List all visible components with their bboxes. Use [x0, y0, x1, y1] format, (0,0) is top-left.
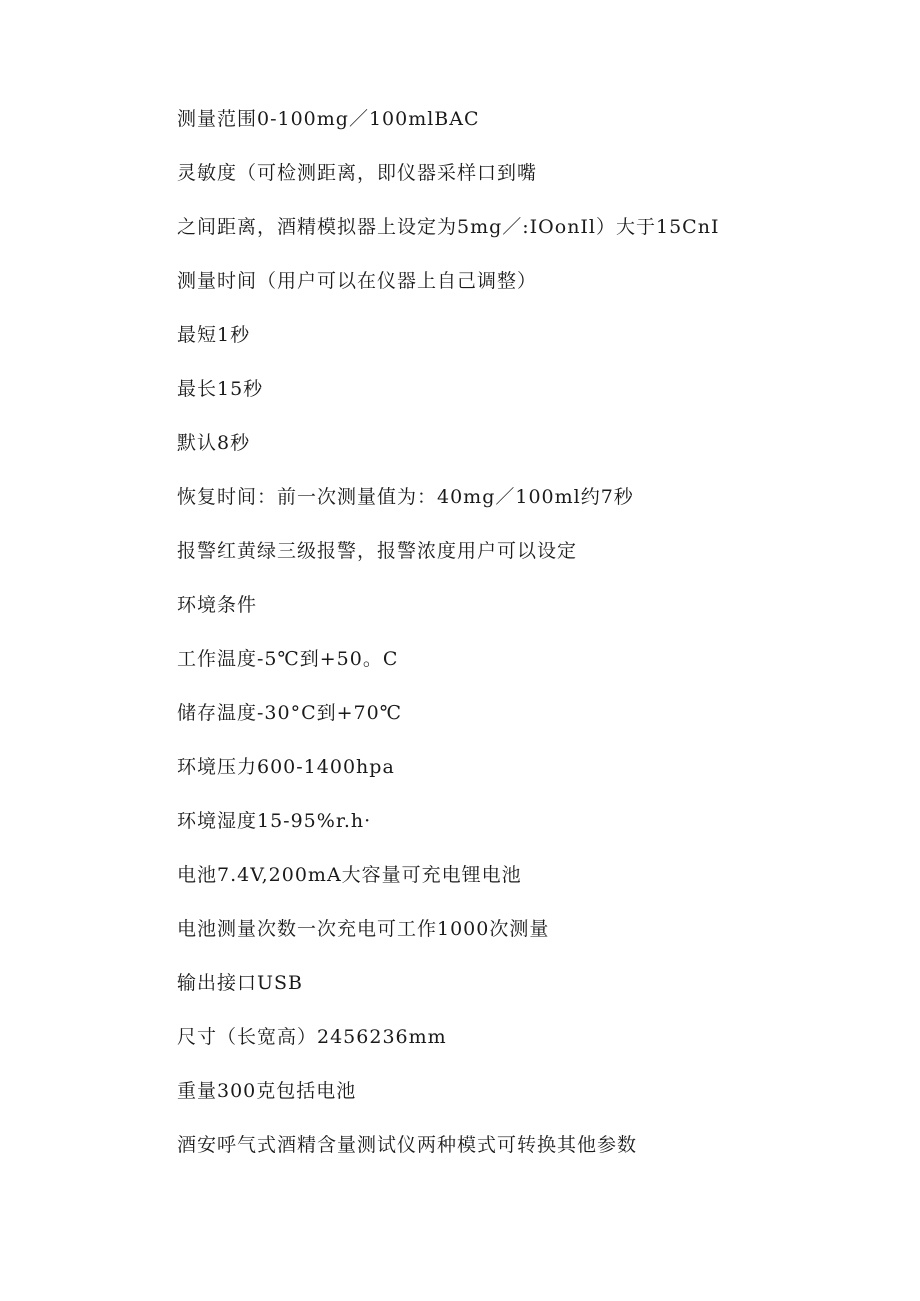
- spec-line-max-time: 最长15秒: [177, 378, 264, 400]
- spec-line-recovery-time: 恢复时间：前一次测量值为：40mg／100ml约7秒: [177, 486, 634, 508]
- spec-line-weight: 重量300克包括电池: [177, 1080, 357, 1102]
- spec-line-measure-time: 测量时间（用户可以在仪器上自己调整）: [177, 270, 538, 292]
- spec-line-battery-count: 电池测量次数一次充电可工作1000次测量: [177, 918, 550, 940]
- spec-line-battery: 电池7.4V,200mA大容量可充电锂电池: [177, 864, 522, 886]
- spec-line-default-time: 默认8秒: [177, 432, 251, 454]
- spec-line-environment: 环境条件: [177, 594, 258, 616]
- spec-line-output: 输出接口USB: [177, 972, 303, 994]
- spec-line-humidity: 环境湿度15-95%r.h·: [177, 810, 372, 832]
- spec-line-modes: 酒安呼气式酒精含量测试仪两种模式可转换其他参数: [177, 1134, 638, 1156]
- spec-line-size: 尺寸（长宽高）2456236mm: [177, 1026, 447, 1048]
- spec-list: [177, 104, 719, 1184]
- spec-line-storage-temp: 储存温度-30°C到+70℃: [177, 702, 402, 724]
- spec-line-work-temp: 工作温度-5℃到+50。C: [177, 648, 399, 670]
- spec-line-sensitivity-cont: 之间距离，酒精模拟器上设定为5mg／:IOonIl）大于15CnI: [177, 216, 720, 238]
- spec-line-sensitivity: 灵敏度（可检测距离，即仪器采样口到嘴: [177, 162, 538, 184]
- spec-line-min-time: 最短1秒: [177, 324, 251, 346]
- spec-line-pressure: 环境压力600-1400hpa: [177, 756, 395, 778]
- spec-line-alarm: 报警红黄绿三级报警，报警浓度用户可以设定: [177, 540, 578, 562]
- spec-line-measure-range: 测量范围0-100mg／100mlBAC: [177, 108, 480, 130]
